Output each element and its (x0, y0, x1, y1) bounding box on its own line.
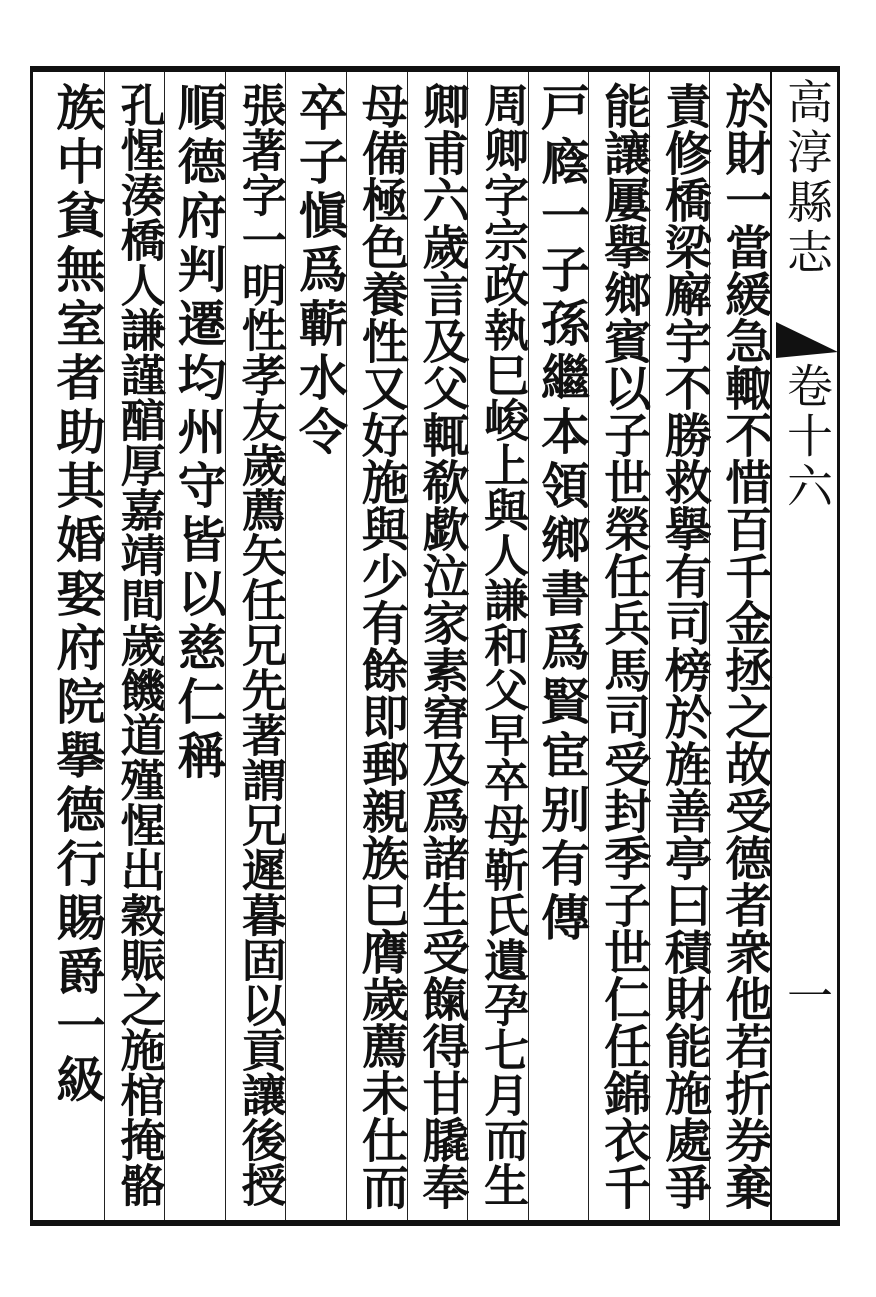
text-column (588, 72, 652, 1220)
fish-tail-mark (776, 322, 838, 358)
text-column (285, 72, 350, 1220)
column-text: 戸廕一子孫繼本領鄉書爲賢宦别有傳 (533, 82, 592, 946)
page-number: 一 (780, 972, 834, 1018)
column-text: 張著字一明性孝友歲薦矢任兄先著謂兄遲暮固以貢讓後授 (233, 82, 287, 1207)
text-column (467, 72, 528, 1220)
column-text: 卿甫六歲言及父輒欷歔泣家素窘及爲諸生受餼得甘膬奉 (414, 82, 470, 1210)
book-title: 高淳縣志 (780, 78, 834, 278)
column-text: 族中貧無室者助其婚娶府院擧德行賜爵一級 (49, 82, 107, 1108)
text-column (346, 72, 407, 1220)
column-text: 周卿字宗政執巳峻上與人謙和父早卒母靳氏遺孕七月而生 (476, 82, 530, 1207)
text-column (709, 72, 773, 1220)
column-text: 卒子愼爲蘄水令 (291, 82, 350, 460)
volume-label: 卷十六 (780, 362, 834, 512)
text-column (407, 72, 468, 1220)
text-column (104, 72, 165, 1220)
text-column (649, 72, 710, 1220)
text-column (43, 72, 107, 1220)
text-column (528, 72, 592, 1220)
margin-strip (770, 72, 840, 1220)
text-column (164, 72, 229, 1220)
column-text: 能讓屢擧鄉賓以子世榮任兵馬司受封季子世仁任錦衣千 (596, 82, 652, 1210)
column-text: 孔惺湊橋人謙謹醕厚嘉靖間歲饑道殣惺出穀賑之施棺掩骼 (112, 82, 166, 1207)
text-columns (43, 72, 773, 1220)
text-column (225, 72, 286, 1220)
column-text: 母備極色養性又好施與少有餘即郵親族巳膺歲薦未仕而 (353, 82, 409, 1210)
column-text: 於財一當緩急輙不惜百千金拯之故受德者衆他若折券棄 (717, 82, 773, 1210)
column-text: 責修橋梁廨宇不勝救擧有司榜於旌善亭曰積財能施處爭 (656, 82, 712, 1210)
column-text: 順德府判遷均州守皆以慈仁稱 (170, 82, 229, 784)
